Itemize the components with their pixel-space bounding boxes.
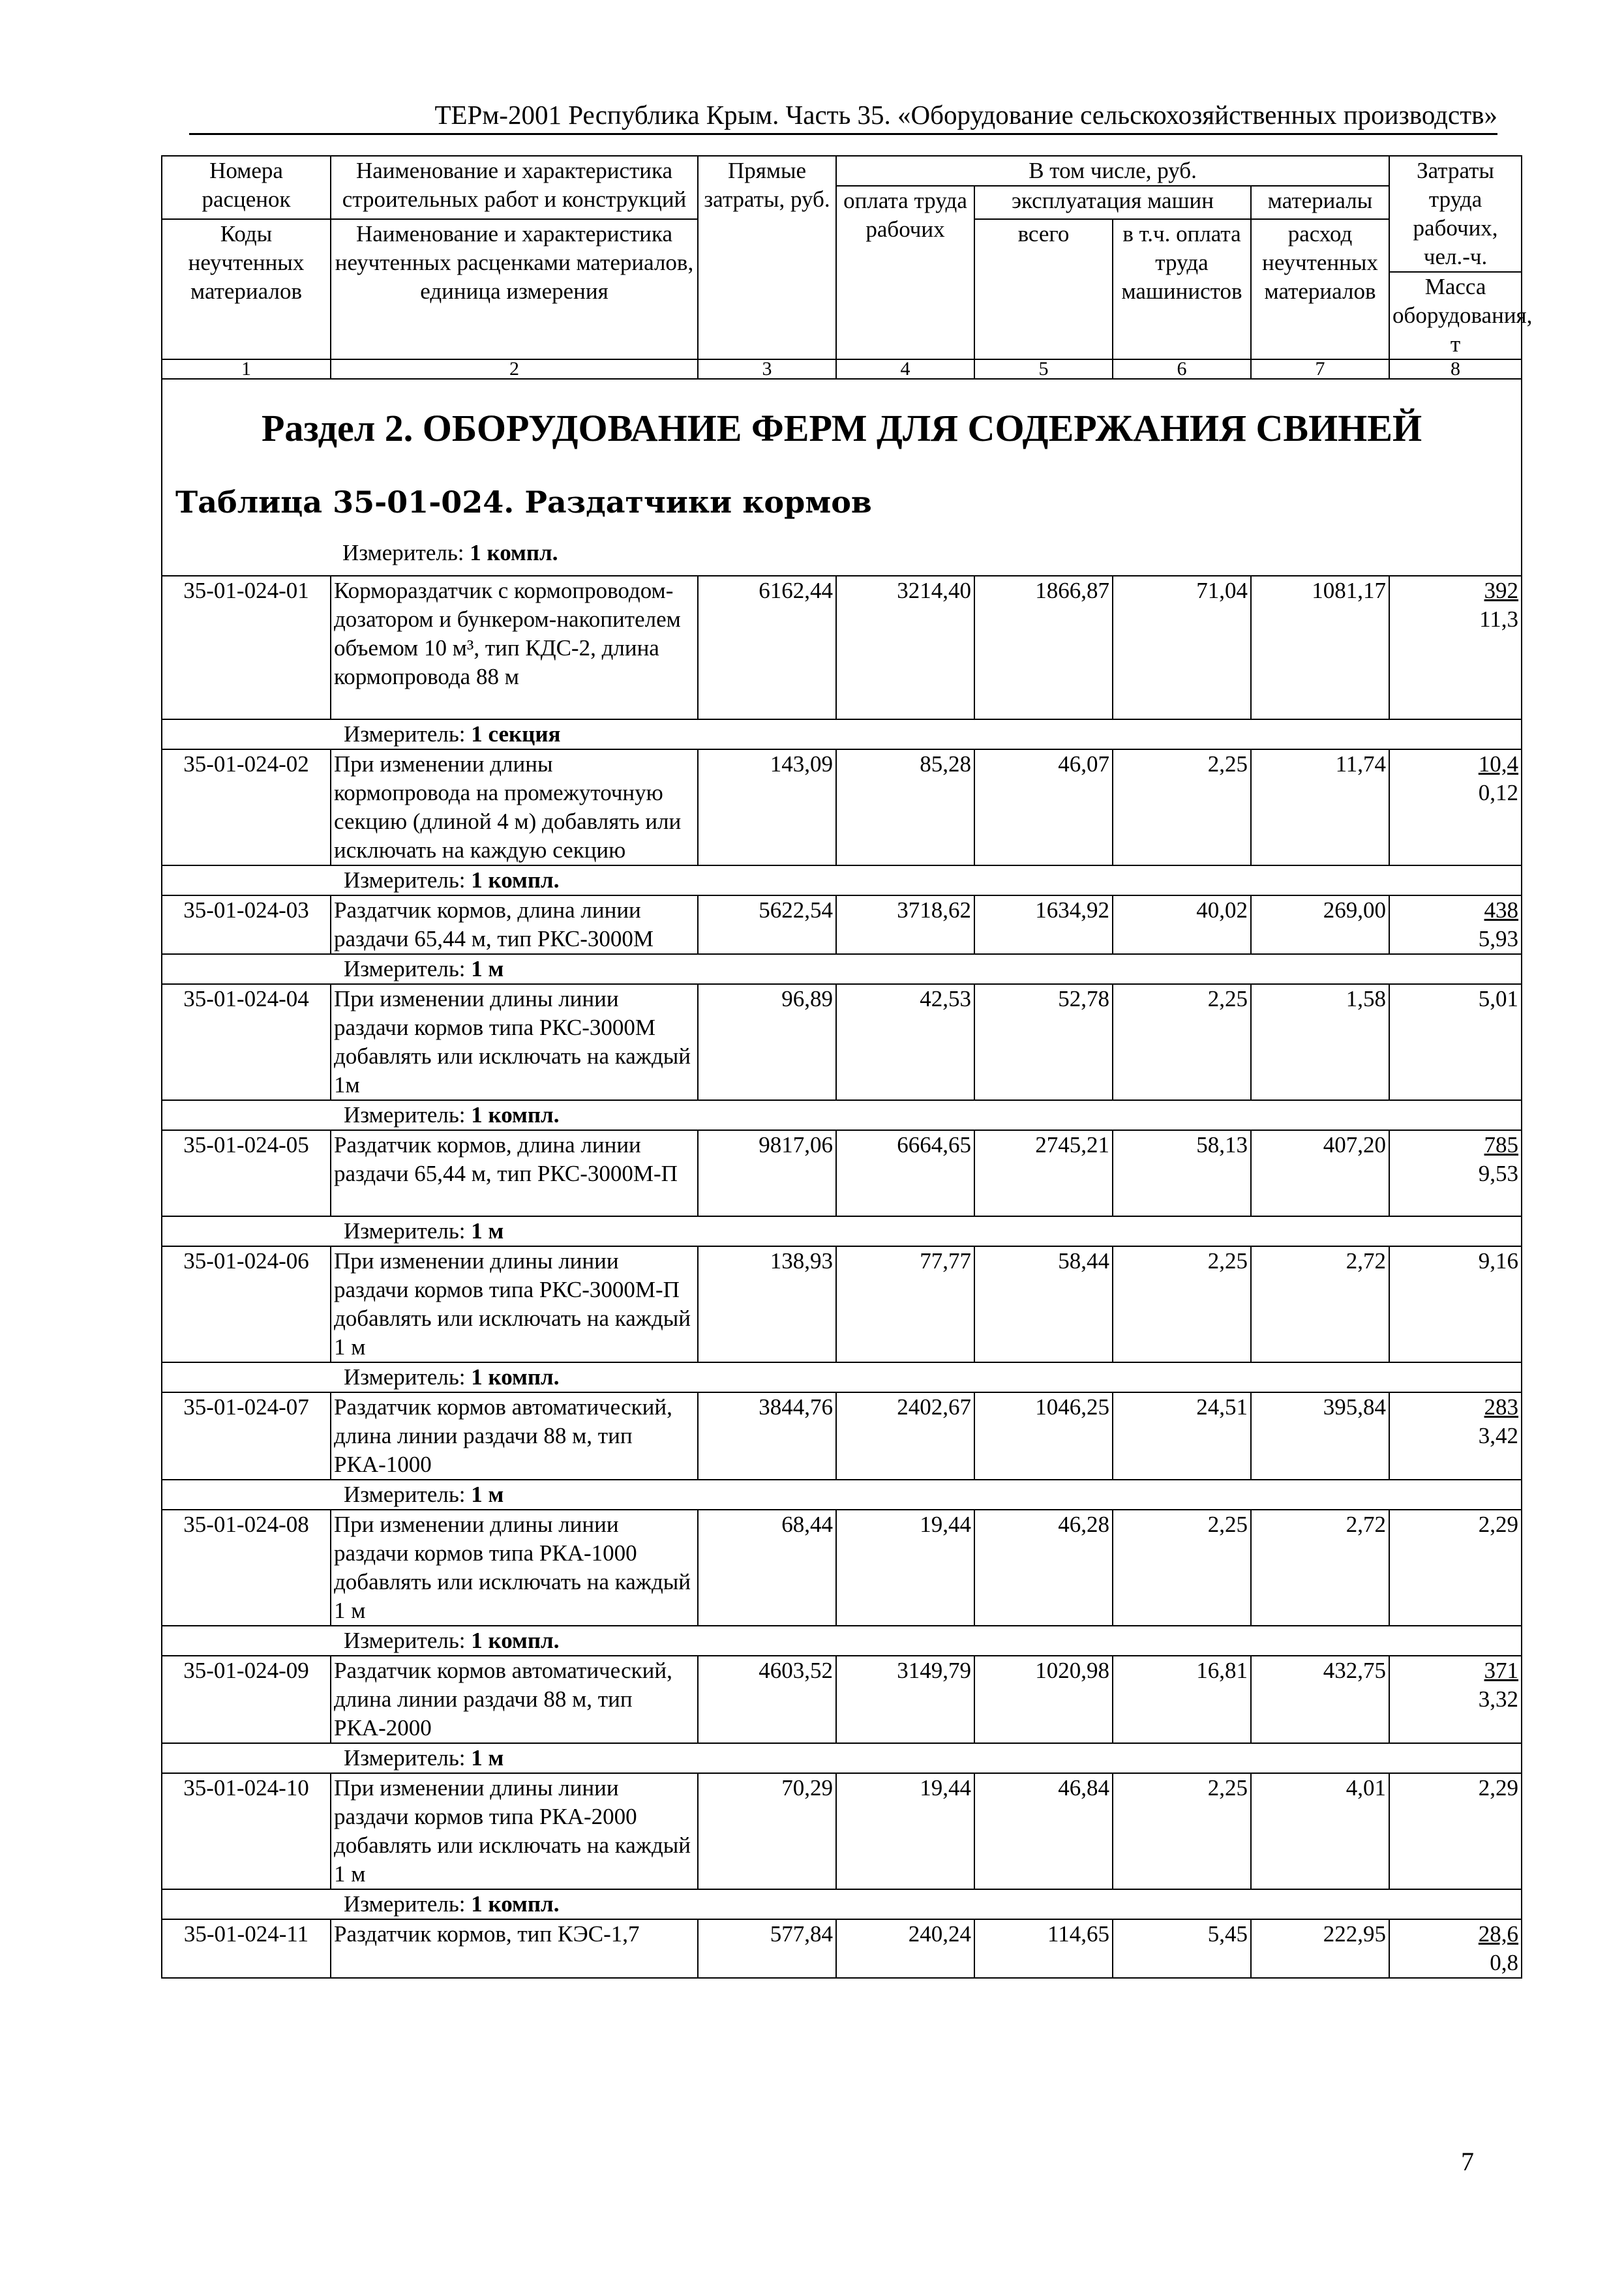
rate-name: Раздатчик кормов, длина линии раздачи 65,44 м, тип РКС-3000М-П <box>331 1130 698 1216</box>
operator-pay: 58,13 <box>1113 1130 1251 1216</box>
worker-pay: 2402,67 <box>836 1392 974 1480</box>
table-body <box>162 379 1522 1978</box>
direct-costs: 577,84 <box>698 1919 836 1978</box>
worker-pay: 19,44 <box>836 1510 974 1626</box>
measure-line <box>162 1626 1522 1656</box>
worker-pay: 3214,40 <box>836 576 974 719</box>
rates-table <box>161 155 1533 1979</box>
direct-costs: 9817,06 <box>698 1130 836 1216</box>
materials-cost: 222,95 <box>1251 1919 1389 1978</box>
table-row <box>162 1392 1522 1480</box>
machines-total: 58,44 <box>974 1246 1113 1362</box>
measure-unit: 1 м <box>471 1482 504 1507</box>
labor-mass-cell <box>1389 576 1522 719</box>
direct-costs: 68,44 <box>698 1510 836 1626</box>
operator-pay: 16,81 <box>1113 1656 1251 1743</box>
measure-unit: 1 компл. <box>471 1364 560 1390</box>
rate-name: При изменении длины линии раздачи кормов типа РКС-3000М-П добавлять или исключать на каждый 1 м <box>331 1246 698 1362</box>
operator-pay: 2,25 <box>1113 749 1251 865</box>
machines-total: 46,07 <box>974 749 1113 865</box>
table-row <box>162 1919 1522 1978</box>
labor-mass-cell <box>1389 895 1522 954</box>
rate-name: Раздатчик кормов, тип КЭС-1,7 <box>331 1919 698 1978</box>
measure-unit: 1 м <box>471 956 504 981</box>
machines-header: эксплуатация машин <box>974 186 1251 219</box>
page-number: 7 <box>1461 2147 1474 2176</box>
measure-row <box>162 1480 1522 1510</box>
table-row <box>162 1656 1522 1743</box>
labor-mass-cell <box>1389 1773 1522 1889</box>
col6-header: в т.ч. оплата труда машинистов <box>1113 219 1251 359</box>
equipment-mass: 9,53 <box>1478 1161 1519 1186</box>
direct-costs: 138,93 <box>698 1246 836 1362</box>
measure-unit: 1 м <box>471 1745 504 1771</box>
measure-label: Измеритель: <box>342 540 464 565</box>
rate-code: 35-01-024-01 <box>162 576 331 719</box>
measure-row <box>162 954 1522 984</box>
col-number-7: 7 <box>1251 359 1389 379</box>
machines-total: 1020,98 <box>974 1656 1113 1743</box>
direct-costs: 4603,52 <box>698 1656 836 1743</box>
table-row <box>162 576 1522 719</box>
rate-name: Раздатчик кормов автоматический, длина линии раздачи 88 м, тип РКА-2000 <box>331 1656 698 1743</box>
labor-hours: 2,29 <box>1478 1775 1519 1801</box>
worker-pay: 3149,79 <box>836 1656 974 1743</box>
worker-pay: 6664,65 <box>836 1130 974 1216</box>
measure-label: Измеритель: <box>344 1364 466 1390</box>
labor-hours: 2,29 <box>1478 1512 1519 1537</box>
measure-unit: 1 м <box>471 1218 504 1244</box>
operator-pay: 71,04 <box>1113 576 1251 719</box>
measure-line <box>162 954 1522 984</box>
measure-unit: 1 секция <box>471 721 561 747</box>
measure-unit: 1 компл. <box>471 1102 560 1128</box>
col2-top-header: Наименование и характеристика строительных работ и конструкций <box>331 156 698 219</box>
labor-mass-cell <box>1389 1392 1522 1480</box>
measure-label: Измеритель: <box>344 1482 466 1507</box>
measure-row <box>162 719 1522 749</box>
labor-mass-cell <box>1389 1246 1522 1362</box>
measure-line <box>162 719 1522 749</box>
table-row <box>162 984 1522 1100</box>
rate-name: При изменении длины линии раздачи кормов типа РКА-2000 добавлять или исключать на каждый 1 м <box>331 1773 698 1889</box>
worker-pay: 77,77 <box>836 1246 974 1362</box>
measure-row <box>162 1362 1522 1392</box>
operator-pay: 2,25 <box>1113 1246 1251 1362</box>
rate-name: При изменении длины кормопровода на промежуточную секцию (длиной 4 м) добавлять или исключать на каждую секцию <box>331 749 698 865</box>
equipment-mass: 3,42 <box>1478 1423 1519 1448</box>
equipment-mass: 0,12 <box>1478 780 1519 805</box>
direct-costs: 70,29 <box>698 1773 836 1889</box>
measure-line <box>162 1889 1522 1919</box>
measure-label: Измеритель: <box>344 1102 466 1128</box>
measure-unit: 1 компл. <box>471 1628 560 1653</box>
section-title: Раздел 2. ОБОРУДОВАНИЕ ФЕРМ ДЛЯ СОДЕРЖАНИЯ СВИНЕЙ <box>261 407 1422 449</box>
direct-costs: 96,89 <box>698 984 836 1100</box>
rate-code: 35-01-024-11 <box>162 1919 331 1978</box>
labor-hours: 438 <box>1484 897 1519 923</box>
operator-pay: 40,02 <box>1113 895 1251 954</box>
col-number-4: 4 <box>836 359 974 379</box>
measure-line <box>162 1743 1522 1773</box>
materials-cost: 1081,17 <box>1251 576 1389 719</box>
col7-header: расход неучтенных материалов <box>1251 219 1389 359</box>
rate-name: При изменении длины линии раздачи кормов типа РКА-1000 добавлять или исключать на каждый 1 м <box>331 1510 698 1626</box>
direct-costs: 3844,76 <box>698 1392 836 1480</box>
table-row <box>162 1510 1522 1626</box>
measure-line <box>162 865 1522 895</box>
machines-total: 46,84 <box>974 1773 1113 1889</box>
machines-total: 52,78 <box>974 984 1113 1100</box>
measure-unit: 1 компл. <box>471 1891 560 1917</box>
measure-unit: 1 компл. <box>470 540 558 565</box>
col4-header: оплата труда рабочих <box>836 186 974 359</box>
measure-label: Измеритель: <box>344 1218 466 1244</box>
measure-unit: 1 компл. <box>471 867 560 893</box>
materials-header: материалы <box>1251 186 1389 219</box>
measure-row <box>162 1743 1522 1773</box>
rate-code: 35-01-024-07 <box>162 1392 331 1480</box>
rate-code: 35-01-024-08 <box>162 1510 331 1626</box>
table-row <box>162 1246 1522 1362</box>
labor-hours: 283 <box>1484 1394 1519 1420</box>
labor-hours: 5,01 <box>1478 986 1519 1011</box>
measure-label: Измеритель: <box>344 1745 466 1771</box>
operator-pay: 2,25 <box>1113 1773 1251 1889</box>
worker-pay: 3718,62 <box>836 895 974 954</box>
rate-name: Кормораздатчик с кормопроводом-дозатором и бункером-накопителем объемом 10 м³, тип КДС-2, длина кормопровода 88 м <box>331 576 698 719</box>
worker-pay: 85,28 <box>836 749 974 865</box>
measure-label: Измеритель: <box>344 867 466 893</box>
worker-pay: 42,53 <box>836 984 974 1100</box>
labor-mass-cell <box>1389 1130 1522 1216</box>
col-number-1: 1 <box>162 359 331 379</box>
measure-label: Измеритель: <box>344 721 466 747</box>
measure-row <box>162 1889 1522 1919</box>
equipment-mass: 3,32 <box>1478 1686 1519 1712</box>
machines-total: 2745,21 <box>974 1130 1113 1216</box>
rate-code: 35-01-024-06 <box>162 1246 331 1362</box>
measure-label: Измеритель: <box>344 956 466 981</box>
col1-top-header: Номера расценок <box>162 156 331 219</box>
rate-code: 35-01-024-09 <box>162 1656 331 1743</box>
running-header: ТЕРм-2001 Республика Крым. Часть 35. «Оборудование сельскохозяйственных производств» <box>189 97 1497 135</box>
rate-name: Раздатчик кормов автоматический, длина линии раздачи 88 м, тип РКА-1000 <box>331 1392 698 1480</box>
equipment-mass: 5,93 <box>1478 926 1519 951</box>
direct-costs: 6162,44 <box>698 576 836 719</box>
col3-header: Прямые затраты, руб. <box>698 156 836 359</box>
machines-total: 46,28 <box>974 1510 1113 1626</box>
measure-row <box>162 865 1522 895</box>
labor-hours: 10,4 <box>1478 751 1519 777</box>
operator-pay: 5,45 <box>1113 1919 1251 1978</box>
materials-cost: 1,58 <box>1251 984 1389 1100</box>
direct-costs: 5622,54 <box>698 895 836 954</box>
rate-code: 35-01-024-10 <box>162 1773 331 1889</box>
measure-row <box>162 1100 1522 1130</box>
labor-mass-cell <box>1389 1656 1522 1743</box>
labor-mass-cell <box>1389 749 1522 865</box>
measure-row <box>162 1626 1522 1656</box>
rate-code: 35-01-024-03 <box>162 895 331 954</box>
measure-line <box>162 1362 1522 1392</box>
labor-hours: 392 <box>1484 578 1519 603</box>
included-header: В том числе, руб. <box>836 156 1389 186</box>
measure-line <box>162 1216 1522 1246</box>
equipment-mass: 0,8 <box>1490 1950 1519 1975</box>
labor-hours: 28,6 <box>1478 1921 1519 1947</box>
machines-total: 114,65 <box>974 1919 1113 1978</box>
col1-bottom-header: Коды неучтенных материалов <box>162 219 331 359</box>
machines-total: 1046,25 <box>974 1392 1113 1480</box>
col5-header: всего <box>974 219 1113 359</box>
section-cell <box>162 379 1522 576</box>
measure-line <box>342 539 558 567</box>
materials-cost: 269,00 <box>1251 895 1389 954</box>
table-row <box>162 1773 1522 1889</box>
labor-hours: 9,16 <box>1478 1248 1519 1274</box>
table-header <box>162 156 1533 380</box>
materials-cost: 2,72 <box>1251 1510 1389 1626</box>
materials-cost: 4,01 <box>1251 1773 1389 1889</box>
measure-label: Измеритель: <box>344 1628 466 1653</box>
worker-pay: 19,44 <box>836 1773 974 1889</box>
materials-cost: 395,84 <box>1251 1392 1389 1480</box>
table-title: Таблица 35-01-024. Раздатчики кормов <box>175 485 872 520</box>
worker-pay: 240,24 <box>836 1919 974 1978</box>
table-row <box>162 1130 1522 1216</box>
col-number-5: 5 <box>974 359 1113 379</box>
col-number-2: 2 <box>331 359 698 379</box>
measure-label: Измеритель: <box>344 1891 466 1917</box>
col8-top-header: Затраты труда рабочих, чел.-ч. <box>1389 156 1522 272</box>
table-row <box>162 895 1522 954</box>
rate-code: 35-01-024-02 <box>162 749 331 865</box>
measure-line <box>162 1480 1522 1510</box>
measure-line <box>162 1100 1522 1130</box>
materials-cost: 11,74 <box>1251 749 1389 865</box>
table-row <box>162 749 1522 865</box>
machines-total: 1634,92 <box>974 895 1113 954</box>
materials-cost: 407,20 <box>1251 1130 1389 1216</box>
col2-bottom-header: Наименование и характеристика неучтенных расценками материалов, единица измерения <box>331 219 698 359</box>
col-number-3: 3 <box>698 359 836 379</box>
machines-total: 1866,87 <box>974 576 1113 719</box>
materials-cost: 432,75 <box>1251 1656 1389 1743</box>
operator-pay: 24,51 <box>1113 1392 1251 1480</box>
rate-name: Раздатчик кормов, длина линии раздачи 65,44 м, тип РКС-3000М <box>331 895 698 954</box>
materials-cost: 2,72 <box>1251 1246 1389 1362</box>
labor-mass-cell <box>1389 984 1522 1100</box>
labor-mass-cell <box>1389 1919 1522 1978</box>
equipment-mass: 11,3 <box>1479 606 1519 632</box>
col-number-8: 8 <box>1389 359 1522 379</box>
rate-code: 35-01-024-05 <box>162 1130 331 1216</box>
measure-row <box>162 1216 1522 1246</box>
direct-costs: 143,09 <box>698 749 836 865</box>
rate-code: 35-01-024-04 <box>162 984 331 1100</box>
labor-mass-cell <box>1389 1510 1522 1626</box>
col8-bottom-header: Масса оборудования, т <box>1389 272 1522 359</box>
operator-pay: 2,25 <box>1113 984 1251 1100</box>
labor-hours: 371 <box>1484 1658 1519 1683</box>
rate-name: При изменении длины линии раздачи кормов типа РКС-3000М добавлять или исключать на каждый 1м <box>331 984 698 1100</box>
labor-hours: 785 <box>1484 1132 1519 1158</box>
col-number-6: 6 <box>1113 359 1251 379</box>
operator-pay: 2,25 <box>1113 1510 1251 1626</box>
